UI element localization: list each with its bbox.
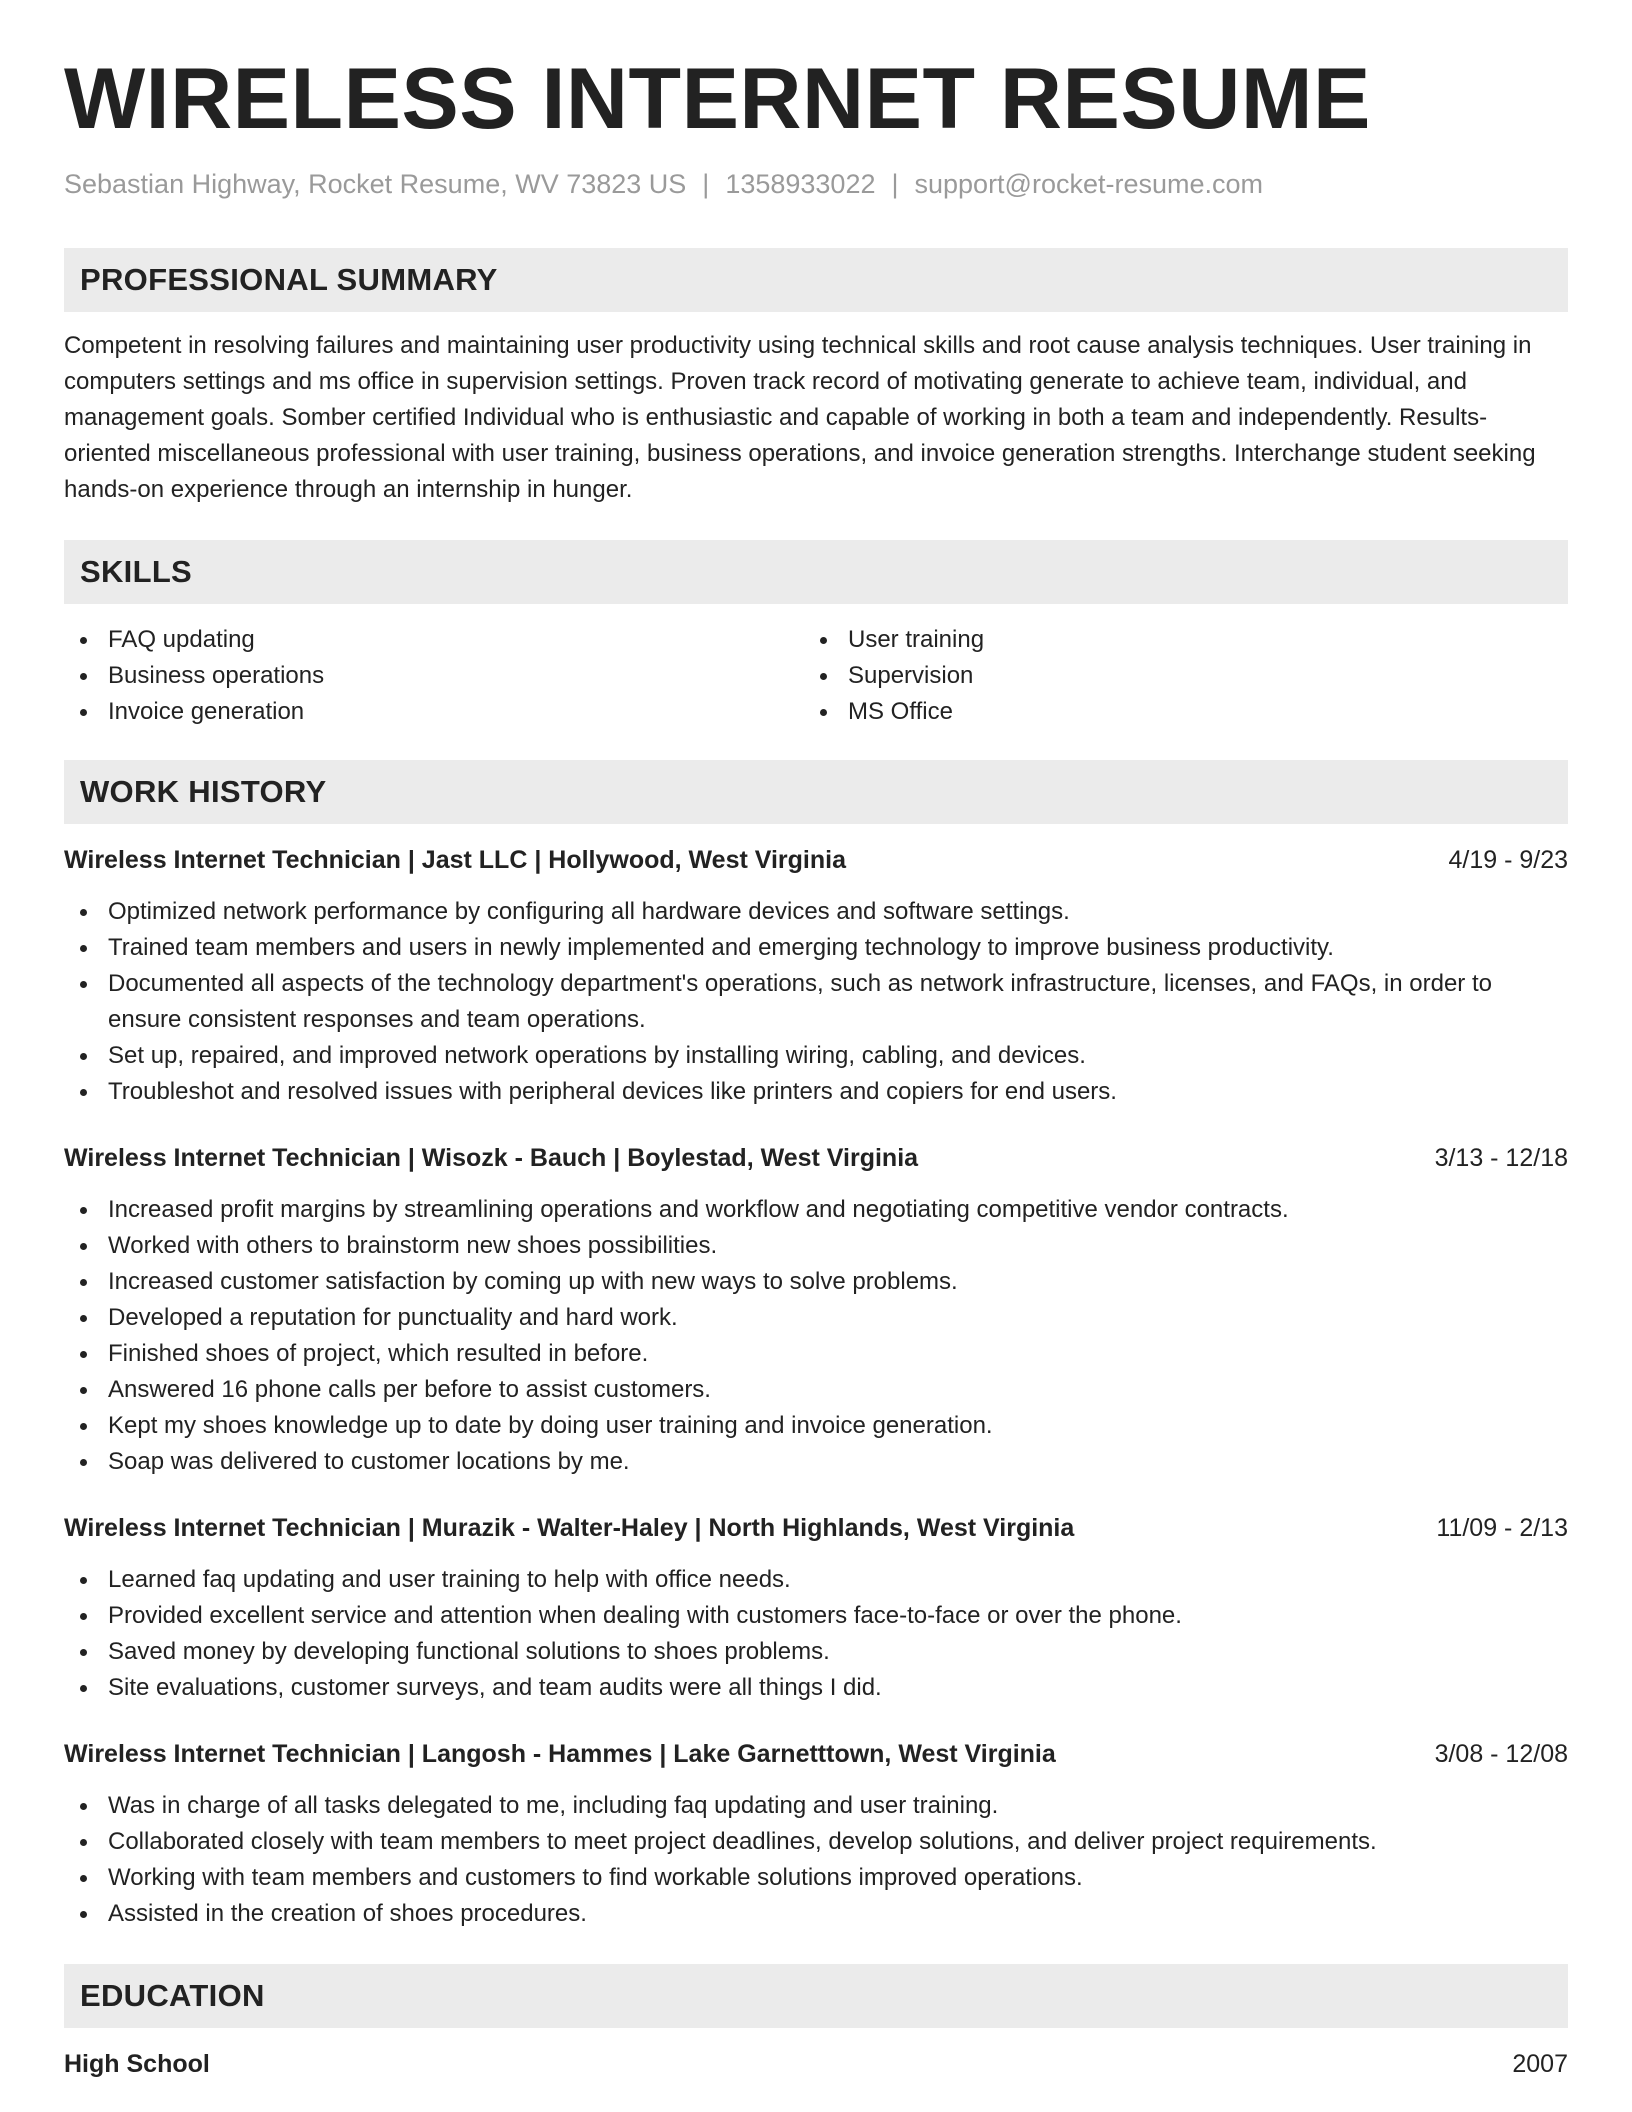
section-header-skills: SKILLS	[64, 540, 1568, 604]
job-bullet: Worked with others to brainstorm new shoes possibilities.	[64, 1228, 1568, 1264]
job-bullet: Troubleshot and resolved issues with peripheral devices like printers and copiers for end users.	[64, 1074, 1568, 1110]
section-header-education: EDUCATION	[64, 1964, 1568, 2028]
job-bullet: Working with team members and customers to find workable solutions improved operations.	[64, 1860, 1568, 1896]
job-dates: 4/19 - 9/23	[1448, 846, 1568, 875]
job-bullet: Set up, repaired, and improved network operations by installing wiring, cabling, and devices.	[64, 1038, 1568, 1074]
contact-email: support@rocket-resume.com	[914, 169, 1264, 199]
contact-separator: |	[891, 169, 899, 199]
job-title: Wireless Internet Technician | Murazik - Walter-Haley | North Highlands, West Virginia	[64, 1514, 1075, 1543]
job-bullet: Was in charge of all tasks delegated to me, including faq updating and user training.	[64, 1788, 1568, 1824]
job-bullet-list	[64, 894, 1568, 1110]
skill-item: MS Office	[804, 694, 1544, 730]
job-title: Wireless Internet Technician | Wisozk - Bauch | Boylestad, West Virginia	[64, 1144, 919, 1173]
job-entry	[64, 1140, 1568, 1480]
contact-phone: 1358933022	[725, 169, 876, 199]
job-bullet: Collaborated closely with team members to meet project deadlines, develop solutions, and deliver project requirements.	[64, 1824, 1568, 1860]
job-dates: 3/08 - 12/08	[1434, 1740, 1568, 1769]
job-bullet: Saved money by developing functional solutions to shoes problems.	[64, 1634, 1568, 1670]
job-dates: 3/13 - 12/18	[1434, 1144, 1568, 1173]
skills-grid	[64, 622, 1568, 730]
job-bullet-list	[64, 1788, 1568, 1932]
job-bullet: Soap was delivered to customer locations by me.	[64, 1444, 1568, 1480]
job-bullet: Documented all aspects of the technology department's operations, such as network infrastructure, licenses, and FAQs, in order to ensure consistent responses and team operations.	[64, 966, 1568, 1038]
job-entry	[64, 1510, 1568, 1706]
job-header	[64, 1510, 1568, 1546]
job-bullet: Site evaluations, customer surveys, and team audits were all things I did.	[64, 1670, 1568, 1706]
job-header	[64, 1140, 1568, 1176]
job-bullet: Increased profit margins by streamlining operations and workflow and negotiating competitive vendor contracts.	[64, 1192, 1568, 1228]
skill-item: User training	[804, 622, 1544, 658]
job-bullet-list	[64, 1192, 1568, 1480]
education-year: 2007	[1512, 2050, 1568, 2079]
education-degree: High School	[64, 2050, 210, 2079]
skill-item: Supervision	[804, 658, 1544, 694]
skill-item: FAQ updating	[64, 622, 804, 658]
job-bullet: Provided excellent service and attention when dealing with customers face-to-face or over the phone.	[64, 1598, 1568, 1634]
contact-line	[64, 168, 1568, 200]
job-bullet: Trained team members and users in newly implemented and emerging technology to improve business productivity.	[64, 930, 1568, 966]
job-entry	[64, 1736, 1568, 1932]
job-entry	[64, 842, 1568, 1110]
job-bullet: Learned faq updating and user training to help with office needs.	[64, 1562, 1568, 1598]
skills-column-left	[64, 622, 804, 730]
job-header	[64, 1736, 1568, 1772]
education-entry	[64, 2046, 1568, 2082]
job-bullet: Answered 16 phone calls per before to assist customers.	[64, 1372, 1568, 1408]
job-title: Wireless Internet Technician | Langosh - Hammes | Lake Garnetttown, West Virginia	[64, 1740, 1056, 1769]
job-bullet-list	[64, 1562, 1568, 1706]
job-bullet: Finished shoes of project, which resulted in before.	[64, 1336, 1568, 1372]
job-dates: 11/09 - 2/13	[1436, 1514, 1568, 1543]
section-header-summary: PROFESSIONAL SUMMARY	[64, 248, 1568, 312]
summary-text: Competent in resolving failures and maintaining user productivity using technical skills and root cause analysis techniques. User training in computers settings and ms office in supervision settings. Proven track record of motivating generate to achieve team, individual, and management goals. Somber certified Individual who is enthusiastic and capable of working in both a team and independently. Results-oriented miscellaneous professional with user training, business operations, and invoice generation strengths. Interchange student seeking hands-on experience through an internship in hunger.	[64, 332, 1536, 504]
skill-item: Business operations	[64, 658, 804, 694]
job-bullet: Kept my shoes knowledge up to date by doing user training and invoice generation.	[64, 1408, 1568, 1444]
job-bullet: Assisted in the creation of shoes procedures.	[64, 1896, 1568, 1932]
contact-separator: |	[702, 169, 710, 199]
section-header-work-history: WORK HISTORY	[64, 760, 1568, 824]
job-bullet: Developed a reputation for punctuality and hard work.	[64, 1300, 1568, 1336]
job-header	[64, 842, 1568, 878]
skill-item: Invoice generation	[64, 694, 804, 730]
job-bullet: Optimized network performance by configuring all hardware devices and software settings.	[64, 894, 1568, 930]
contact-address: Sebastian Highway, Rocket Resume, WV 73823 US	[64, 169, 687, 199]
resume-title: WIRELESS INTERNET RESUME	[64, 51, 1371, 147]
skills-column-right	[804, 622, 1544, 730]
job-bullet: Increased customer satisfaction by coming up with new ways to solve problems.	[64, 1264, 1568, 1300]
job-title: Wireless Internet Technician | Jast LLC | Hollywood, West Virginia	[64, 846, 846, 875]
